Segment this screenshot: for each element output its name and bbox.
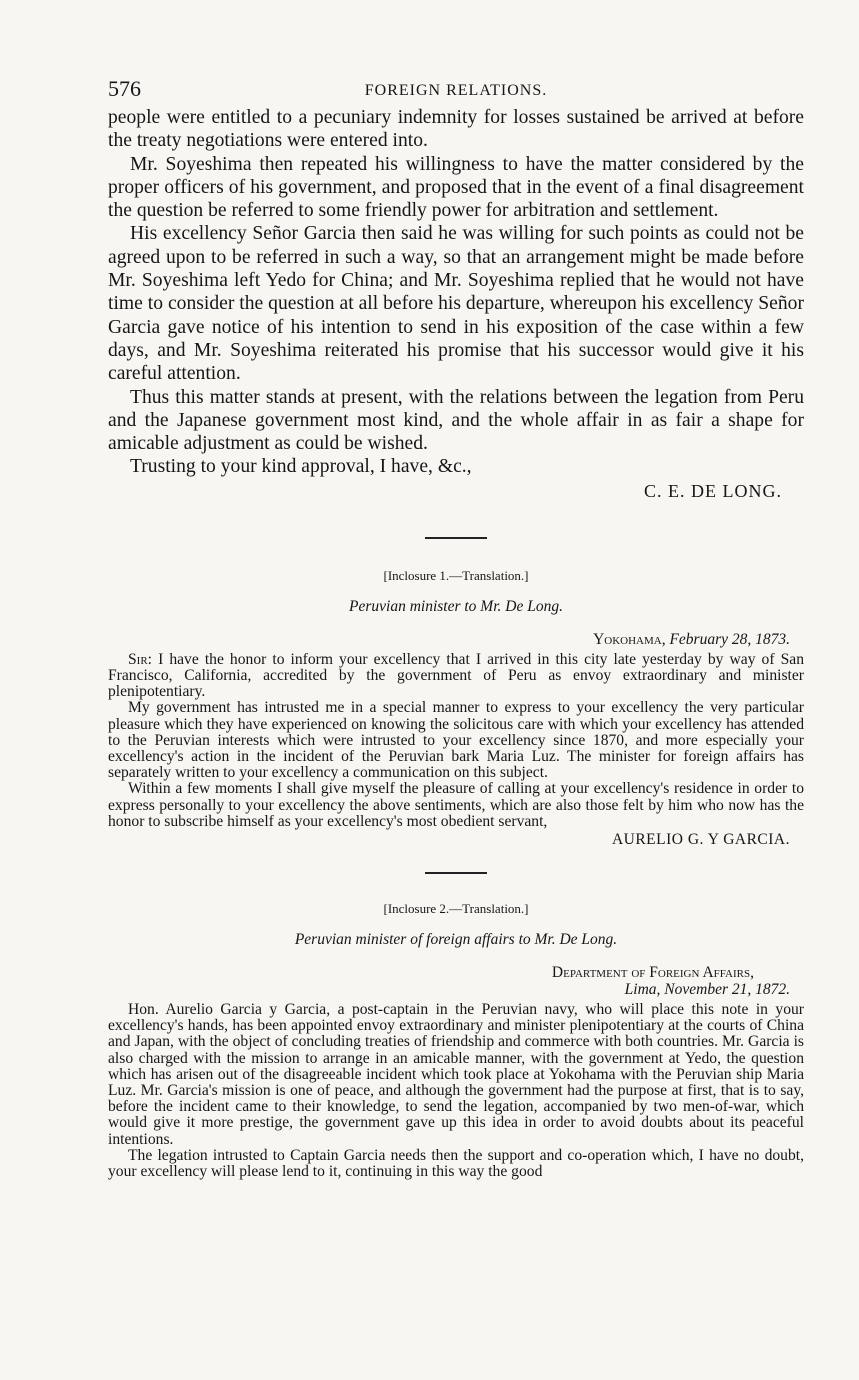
department-name: Department of Foreign Affairs, bbox=[551, 963, 754, 981]
dateline-date: February 28, 1873. bbox=[669, 630, 790, 648]
inclosure-1-dateline bbox=[108, 631, 790, 648]
paragraph: Thus this matter stands at present, with the relations between the legation from Peru and the Japanese government most kind, and the whole affair in as fair a shape for amicable adjustment as could be wished. bbox=[108, 386, 804, 455]
paragraph: His excellency Señor Garcia then said he was willing for such points as could not be agreed upon to be referred in such a way, so that an arrangement might be made before Mr. Soyeshima left Yedo for China; and Mr. Soyeshima replied that he would not have time to consider the question at all before his departure, whereupon his excellency Señor Garcia gave notice of his intention to send in his exposition of the case within a few days, and Mr. Soyeshima reiterated his promise that his successor would give it his careful attention. bbox=[108, 223, 804, 385]
signature-de-long: C. E. DE LONG. bbox=[644, 480, 782, 501]
running-title: FOREIGN RELATIONS. bbox=[364, 82, 548, 99]
page-number: 576 bbox=[108, 76, 141, 101]
salutation: Sir: bbox=[128, 650, 153, 668]
closing-line: Trusting to your kind approval, I have, &c., bbox=[130, 456, 472, 478]
letter-paragraph: Within a few moments I shall give myself the pleasure of calling at your excellency's residence in order to express personally to your excellency the above sentiments, which are also those felt by him who now has the honor to subscribe himself as your excellency's most obedient servant, bbox=[108, 780, 804, 830]
main-text bbox=[108, 106, 804, 503]
paragraph-text: I have the honor to inform your excellency that I arrived in this city late yesterday by way of San Francisco, California, accredited by the government of Peru as envoy extraordinary and minister plenipotentiary. bbox=[108, 650, 804, 701]
paragraph-continued: people were entitled to a pecuniary indemnity for losses sustained be arrived at before the treaty negotiations were entered into. bbox=[108, 107, 804, 152]
dateline-place: Yokohama, bbox=[593, 630, 666, 648]
inclosure-1-title: Peruvian minister to Mr. De Long. bbox=[349, 597, 563, 615]
letter-paragraph bbox=[108, 652, 804, 701]
letter-paragraph: Hon. Aurelio Garcia y Garcia, a post-captain in the Peruvian navy, who will place this note in your excellency's hands, has been appointed envoy extraordinary and minister plenipotentiary at the courts of China and Japan, with the object of concluding treaties of friendship and commerce with both countries. Mr. Garcia is also charged with the mission to arrange in an amicable manner, with the government at Yedo, the question which has arisen out of the disagreeable incident which took place at Yokohama with the Peruvian ship Maria Luz. Mr. Garcia's mission is one of peace, and although the government had the purpose at first, that is to say, before the incident came to their knowledge, to send the legation, accompanied by two men-of-war, which would give it more prestige, the government gave up this idea in order to avoid doubts about its peaceful intentions. bbox=[108, 1000, 804, 1148]
letter-paragraph: My government has intrusted me in a special manner to express to your excellency the very particular pleasure which they have experienced on knowing the solicitous care with which your excellency has attended to the Peruvian interests which were intrusted to your excellency since 1870, and more especially your excellency's action in the incident of the Peruvian bark Maria Luz. The minister for foreign affairs has separately written to your excellency a communication on this subject. bbox=[108, 699, 804, 782]
inclosure-1-label: [Inclosure 1.—Translation.] bbox=[383, 567, 529, 583]
page-header bbox=[108, 72, 804, 106]
letter-paragraph: The legation intrusted to Captain Garcia needs then the support and co-operation which, I have no doubt, your excellency will please lend to it, continuing in this way the good bbox=[108, 1146, 804, 1181]
place-date: Lima, November 21, 1872. bbox=[624, 980, 790, 998]
document-page bbox=[108, 72, 804, 1180]
signature-garcia: AURELIO G. Y GARCIA. bbox=[611, 830, 790, 848]
inclosure-2-dateline bbox=[108, 964, 790, 998]
paragraph: Mr. Soyeshima then repeated his willingness to have the matter considered by the proper officers of his government, and proposed that in the event of a final disagreement the question be referred to some friendly power for arbitration and settlement. bbox=[108, 153, 804, 222]
inclosure-1-body bbox=[108, 652, 804, 830]
inclosure-2-label: [Inclosure 2.—Translation.] bbox=[383, 900, 529, 916]
inclosure-2-title: Peruvian minister of foreign affairs to Mr. De Long. bbox=[294, 930, 618, 948]
inclosure-2-body bbox=[108, 1002, 804, 1180]
